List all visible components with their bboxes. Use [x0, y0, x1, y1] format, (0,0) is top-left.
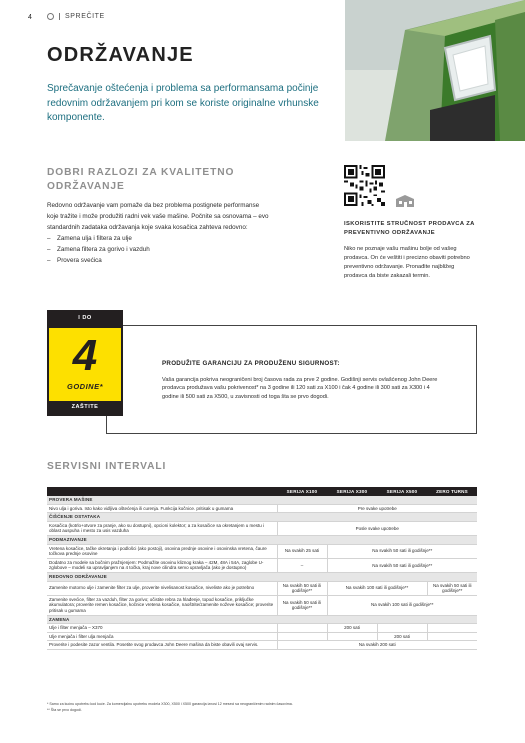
category-label: PODMAZIVANJE	[47, 535, 477, 544]
interval-cell: Posle svake upotrebe	[277, 521, 477, 535]
list-item: – Provera svećica	[47, 256, 102, 264]
page-number: 4	[28, 14, 32, 21]
task-cell: Kosačica (kotrlo+otvore za pranje, ako su dostupni), opcioni kolektor; a za kosačice sa okretanjem u mestu i oblast auspuha i mesto za usis vazduha	[47, 521, 277, 535]
qr-code-icon[interactable]	[344, 165, 385, 206]
dealer-text: Niko ne poznaje vašu mašinu bolje od vašeg prodavca. On će veštiti i precizno obaviti potrebno preventivno održavanje. Pronađite najbližeg prodavca da biste zakazali termin.	[344, 246, 470, 279]
category-row	[47, 572, 477, 581]
warranty-badge	[47, 310, 123, 416]
badge-bottom-label: ZAŠTITE	[71, 404, 99, 410]
dealer-building-icon	[395, 194, 415, 206]
section-label: SPREČITE	[65, 13, 105, 20]
table-row	[47, 544, 477, 558]
interval-cell	[277, 632, 327, 641]
interval-cell: Na svakih 50 sati ili godišnje**	[327, 558, 477, 572]
task-cell: Zamenite motorno ulje i zamenite filter za ulje, proverite nivelisanost kosačice, niveliste ako je potrebno	[47, 581, 277, 595]
badge-top-label: I DO	[78, 315, 92, 321]
interval-cell: Na svakih 100 sati ili godišnje**	[327, 581, 427, 595]
category-row	[47, 615, 477, 624]
tractor-photo	[345, 0, 525, 141]
interval-cell: 200 sati	[327, 624, 377, 633]
badge-number: 4	[72, 331, 98, 380]
service-intervals-table	[47, 487, 477, 650]
column-header: SERIJA X300	[327, 487, 377, 496]
column-header: ZERO TURNS	[427, 487, 477, 496]
warranty-heading: PRODUŽITE GARANCIJU ZA PRODUŽENU SIGURNOST:	[162, 360, 340, 367]
interval-cell: Pre svake upotrebe	[277, 504, 477, 513]
service-heading: SERVISNI INTERVALI	[47, 461, 167, 472]
column-header	[47, 487, 277, 496]
task-cell: Ulje i filter menjača – X370	[47, 624, 277, 633]
interval-cell: Na svakih 25 sati	[277, 544, 327, 558]
footnote: ** Šta se prvo dogodi.	[47, 707, 82, 712]
task-cell: Vretena kosačice, tačke okretanja i podlošci (ako postoji), osovina prednje osovine i osovinska vretena, čaure točkova prednje osovine	[47, 544, 277, 558]
circle-icon	[47, 13, 54, 20]
category-row	[47, 513, 477, 522]
footnote: * Samo za kućnu upotrebu kod kuće. Za komercijalnu upotrebu modela X300, X500 i X500 garancija iznosi 12 meseci sa neograničenim radnim časovima.	[47, 702, 293, 706]
reasons-heading: DOBRI RAZLOZI ZA KVALITETNO ODRŽAVANJE	[47, 167, 235, 192]
lead-paragraph: Sprečavanje oštećenja i problema sa performansama počinje redovnim održavanjem pri kom se koriste originalne vrhunske komponente.	[47, 83, 319, 124]
list-item: – Zamena ulja i filtera za ulje	[47, 234, 132, 242]
task-cell: Dodatno za modele sa bočnim pražnjenjem: Podmažite osovinu kliznog kraka – 42M, 48A i 54A, zaglobe U-zglobove – modeli sa upravljanjem na 4 točka, kraj nove cilindra servo upravljača (ako je dostupno)	[47, 558, 277, 572]
table-row	[47, 558, 477, 572]
interval-cell: Na svakih 50 sati ili godišnje**	[327, 544, 477, 558]
section-header	[47, 13, 105, 20]
table-row	[47, 624, 477, 633]
task-cell: Ulje menjača i filter ulja menjača	[47, 632, 277, 641]
task-cell: Nivo ulja i goriva. Isto kako vidljiva oštećenja ili curenja. Funkcija kočnice. pritisak u gumama	[47, 504, 277, 513]
divider	[59, 13, 60, 20]
warranty-text: Vaša garancija pokriva neograničeni broj časova rada za prve 2 godine. Godišnji servis ovlašćenog John Deere prodavca produžava vašu pokrivenost* na 3 godine ili 120 sati za X100 i čak 4 godine ili 300 sati za X300 i 4 godine ili 500 sati za X500, u zavisnosti od toga šta se prvo dogodi.	[162, 377, 438, 400]
category-label: PROVERA MAŠINE	[47, 496, 477, 504]
table-header-row	[47, 487, 477, 496]
interval-cell	[377, 624, 427, 633]
category-label: ČIŠĆENJE OSTATAKA	[47, 513, 477, 522]
interval-cell	[427, 632, 477, 641]
interval-cell: Na svakih 200 sati	[277, 641, 477, 650]
column-header: SERIJA X500	[377, 487, 427, 496]
reasons-paragraph: Redovno održavanje vam pomaže da bez problema postignete performanse koje tražite i može produžiti radni vek vaše mašine. Počnite sa osnovama – evo standardnih zadataka održavanja koje svaka kosačica zahteva redovno:	[47, 202, 269, 231]
column-header: SERIJA X100	[277, 487, 327, 496]
category-label: ZAMENA	[47, 615, 477, 624]
footnotes	[47, 702, 477, 713]
table-row	[47, 521, 477, 535]
dealer-heading: ISKORISTITE STRUČNOST PRODAVCA ZA PREVENTIVNO ODRŽAVANJE	[344, 221, 475, 236]
table-row	[47, 504, 477, 513]
interval-cell	[427, 624, 477, 633]
interval-cell: Na svakih 50 sati ili godišnje**	[427, 581, 477, 595]
reasons-body	[47, 201, 269, 266]
category-label: REDOVNO ODRŽAVANJE	[47, 572, 477, 581]
interval-cell: Na svakih 50 sati ili godišnje**	[277, 595, 327, 615]
badge-unit: GODINE*	[66, 382, 103, 391]
category-row	[47, 535, 477, 544]
interval-cell: Na svakih 50 sati ili godišnje**	[277, 581, 327, 595]
table-row	[47, 632, 477, 641]
interval-cell	[277, 624, 327, 633]
page-title: ODRŽAVANJE	[47, 44, 194, 66]
category-row	[47, 496, 477, 504]
table-body	[47, 496, 477, 649]
interval-cell: –	[277, 558, 327, 572]
task-cell: Proverite i podesite zazor ventila. Posetite svog prodavca John Deere mašina da biste obavili ovaj servis.	[47, 641, 277, 650]
list-item: – Zamena filtera za gorivo i vazduh	[47, 245, 150, 253]
table-row	[47, 641, 477, 650]
task-cell: Zamenite svećice, filter za vazduh, filter za gorivo; očistite rebra za hlađenje, topod kosačice, priključke akumulatora; proverite remen kosačice, kočnice vretena kosačice, naoštrite/zamenite noževe kosačice; proverite pritisak u gumama	[47, 595, 277, 615]
table-row	[47, 581, 477, 595]
interval-cell: Na svakih 100 sati ili godišnje**	[327, 595, 477, 615]
table-row	[47, 595, 477, 615]
interval-cell: 200 sati	[377, 632, 427, 641]
maintenance-list	[47, 234, 269, 267]
interval-cell	[327, 632, 377, 641]
badge-yellow-panel	[49, 328, 121, 401]
